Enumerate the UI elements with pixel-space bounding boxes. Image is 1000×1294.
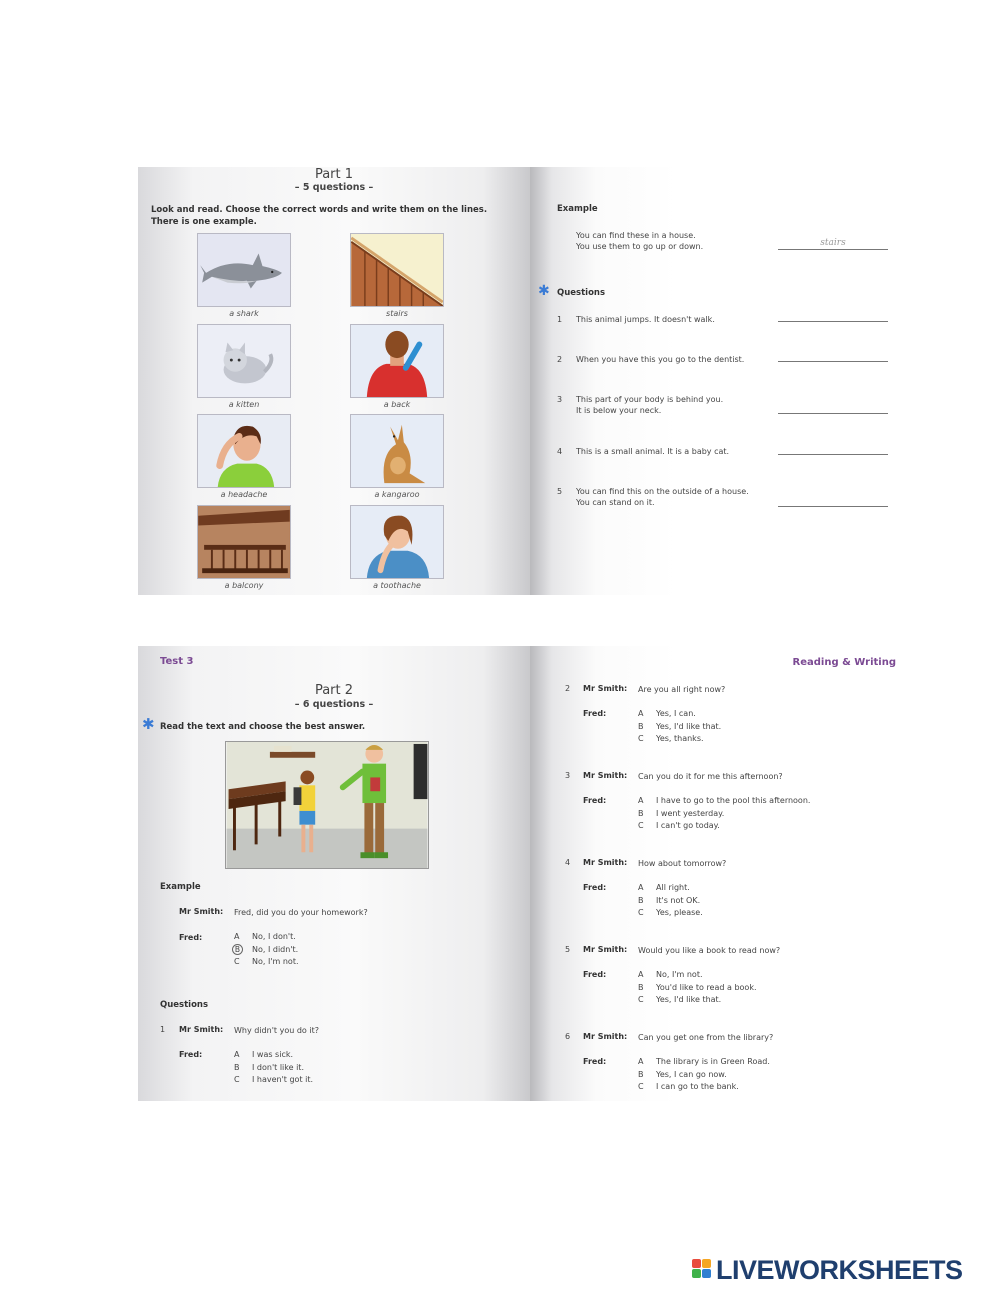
part2-subtitle: – 6 questions – [294, 699, 374, 710]
example-line-1: You can find these in a house. [576, 231, 696, 240]
speaker-mr-smith: Mr Smith: [179, 907, 224, 916]
option-letter: A [638, 709, 644, 718]
option-letter: A [638, 1057, 644, 1066]
part1-title: Part 1 [314, 167, 354, 182]
example-question: Fred, did you do your homework? [234, 908, 368, 917]
question-number: 4 [557, 447, 563, 456]
answer-options[interactable] [638, 1056, 770, 1094]
part1-right-page [530, 167, 898, 595]
question-number: 6 [565, 1032, 571, 1041]
answer-field-3[interactable] [778, 402, 888, 414]
option-text: I went yesterday. [656, 808, 725, 818]
option-text: Yes, I'd like that. [656, 721, 722, 731]
example-text [576, 230, 703, 252]
option-letter: C [638, 821, 644, 830]
speaker-mr-smith: Mr Smith: [583, 1032, 628, 1041]
option-letter: C [638, 734, 644, 743]
question-text: Can you do it for me this afternoon? [638, 772, 783, 781]
question-text: How about tomorrow? [638, 859, 727, 868]
speaker-mr-smith: Mr Smith: [583, 684, 628, 693]
shark-icon [197, 233, 291, 307]
example-line-2: You use them to go up or down. [576, 242, 704, 251]
option-letter: C [638, 908, 644, 917]
option-c[interactable] [638, 733, 721, 746]
section-label: Reading & Writing [792, 657, 896, 668]
option-c[interactable] [638, 994, 757, 1007]
questions-label: Questions [557, 288, 606, 298]
question-text [576, 394, 723, 416]
option-text: I have to go to the pool this afternoon. [656, 796, 811, 805]
option-text: No, I'm not. [252, 957, 299, 966]
option-a [234, 931, 299, 944]
option-letter: A [638, 796, 644, 805]
option-letter: B [638, 982, 644, 992]
kitten-icon [197, 324, 291, 398]
question-text [576, 354, 744, 365]
answer-field-5[interactable] [778, 495, 888, 507]
caption-headache: a headache [220, 490, 268, 499]
option-text: Yes, thanks. [656, 734, 704, 743]
question-text: Would you like a book to read now? [638, 946, 781, 955]
option-text: You'd like to read a book. [656, 982, 757, 992]
option-text: No, I don't. [252, 932, 296, 941]
instruction-line-1: Look and read. Choose the correct words and write them on the lines. [151, 205, 488, 215]
option-a[interactable] [638, 969, 757, 982]
option-text: I was sick. [252, 1050, 294, 1059]
caption-back: a back [383, 400, 411, 409]
caption-stairs: stairs [386, 309, 408, 318]
caption-shark: a shark [229, 309, 259, 318]
option-text: Yes, I'd like that. [656, 995, 722, 1004]
speaker-fred: Fred: [583, 1057, 607, 1066]
option-text: I can go to the bank. [656, 1082, 739, 1091]
option-text: No, I'm not. [656, 970, 703, 979]
part2-left-page [138, 646, 530, 1101]
option-letter: A [638, 883, 644, 892]
question-number: 3 [557, 395, 563, 404]
question-line: This animal jumps. It doesn't walk. [576, 315, 715, 324]
stairs-icon [350, 233, 444, 307]
option-text: Yes, I can. [656, 709, 696, 718]
question-number: 1 [557, 315, 563, 324]
option-a[interactable] [234, 1049, 313, 1062]
option-c [234, 956, 299, 969]
part1-spread [138, 167, 898, 595]
option-letter: B [638, 895, 644, 905]
question-text: Why didn't you do it? [234, 1026, 319, 1035]
option-letter: B [638, 808, 644, 818]
question-number: 4 [565, 858, 571, 867]
part1-left-page [138, 167, 530, 595]
part2-spread [138, 646, 898, 1101]
speaker-mr-smith: Mr Smith: [583, 771, 628, 780]
question-number: 3 [565, 771, 571, 780]
back-icon [350, 324, 444, 398]
speaker-fred: Fred: [583, 796, 607, 805]
caption-balcony: a balcony [224, 581, 264, 590]
speaker-fred: Fred: [179, 933, 203, 942]
option-text: I don't like it. [252, 1062, 304, 1072]
speaker-fred: Fred: [179, 1050, 203, 1059]
option-b[interactable] [234, 1062, 313, 1075]
option-letter: C [638, 1082, 644, 1091]
part1-instructions [151, 204, 487, 228]
question-number: 2 [565, 684, 571, 693]
question-line: It is below your neck. [576, 406, 662, 415]
part2-example-label: Example [160, 882, 201, 892]
option-letter: A [638, 970, 644, 979]
example-label: Example [557, 204, 598, 214]
answer-options[interactable] [638, 969, 757, 1007]
speaker-mr-smith: Mr Smith: [583, 858, 628, 867]
question-line: When you have this you go to the dentist. [576, 355, 745, 364]
option-b[interactable] [638, 895, 703, 908]
option-text: No, I didn't. [252, 944, 299, 954]
caption-kitten: a kitten [228, 400, 260, 409]
part2-right-page [530, 646, 898, 1101]
caption-kangaroo: a kangaroo [374, 490, 420, 499]
option-a[interactable] [638, 882, 703, 895]
question-number: 1 [160, 1025, 166, 1034]
option-text: Yes, please. [656, 908, 703, 917]
instruction-line-2: There is one example. [151, 217, 257, 227]
balcony-icon [197, 505, 291, 579]
option-a[interactable] [638, 795, 810, 808]
option-letter: A [234, 1050, 240, 1059]
kangaroo-icon [350, 414, 444, 488]
option-text: It's not OK. [656, 895, 701, 905]
question-number: 5 [557, 487, 563, 496]
option-a[interactable] [638, 1056, 770, 1069]
speaker-fred: Fred: [583, 709, 607, 718]
speaker-fred: Fred: [583, 970, 607, 979]
question-number: 2 [557, 355, 563, 364]
question-text [576, 446, 729, 457]
option-c[interactable] [638, 820, 810, 833]
question-text [576, 314, 715, 325]
classroom-illustration [225, 741, 429, 869]
option-c[interactable] [234, 1074, 313, 1087]
question-line: You can find this on the outside of a house. [576, 487, 749, 496]
question-text: Can you get one from the library? [638, 1033, 774, 1042]
option-b[interactable] [638, 808, 810, 821]
answer-options[interactable] [234, 1049, 313, 1087]
caption-toothache: a toothache [373, 581, 421, 590]
star-icon: ✱ [142, 715, 155, 733]
option-text: Yes, I can go now. [656, 1069, 727, 1079]
part2-instruction: Read the text and choose the best answer. [160, 722, 366, 732]
question-line: This part of your body is behind you. [576, 395, 724, 404]
option-c[interactable] [638, 1081, 770, 1094]
question-text: Are you all right now? [638, 685, 726, 694]
option-letter: B [638, 1069, 644, 1079]
option-text: The library is in Green Road. [656, 1057, 770, 1066]
example-answer-field[interactable]: stairs [778, 238, 888, 250]
answer-field-4[interactable] [778, 443, 888, 455]
option-letter: C [638, 995, 644, 1004]
option-b[interactable] [638, 1069, 770, 1082]
question-line: This is a small animal. It is a baby cat. [576, 447, 730, 456]
option-a[interactable] [638, 708, 721, 721]
option-b[interactable] [638, 721, 721, 734]
circled-option-letter: B [232, 944, 243, 955]
speaker-fred: Fred: [583, 883, 607, 892]
test-label: Test 3 [160, 656, 194, 667]
option-text: I can't go today. [656, 821, 720, 830]
option-letter: C [234, 957, 240, 966]
answer-options[interactable] [638, 795, 810, 833]
option-c[interactable] [638, 907, 703, 920]
answer-field-2[interactable] [778, 350, 888, 362]
speaker-mr-smith: Mr Smith: [583, 945, 628, 954]
question-text [576, 486, 749, 508]
logo-text: LIVEWORKSHEETS [716, 1255, 963, 1285]
toothache-icon [350, 505, 444, 579]
question-number: 5 [565, 945, 571, 954]
option-letter: B [638, 721, 644, 731]
option-letter: B [234, 1062, 240, 1072]
speaker-mr-smith: Mr Smith: [179, 1025, 224, 1034]
part2-title: Part 2 [314, 683, 354, 698]
headache-icon [197, 414, 291, 488]
star-icon: ✱ [538, 283, 550, 299]
option-text: All right. [656, 883, 690, 892]
part1-subtitle: – 5 questions – [294, 182, 374, 193]
answer-options[interactable] [638, 882, 703, 920]
answer-options[interactable] [638, 708, 721, 746]
answer-field-1[interactable] [778, 310, 888, 322]
option-letter: C [234, 1075, 240, 1084]
question-line: You can stand on it. [576, 498, 655, 507]
option-b[interactable] [638, 982, 757, 995]
option-letter: A [234, 932, 240, 941]
option-b-selected [234, 944, 299, 957]
example-options [234, 931, 299, 969]
option-text: I haven't got it. [252, 1075, 314, 1084]
part2-questions-label: Questions [160, 1000, 209, 1010]
